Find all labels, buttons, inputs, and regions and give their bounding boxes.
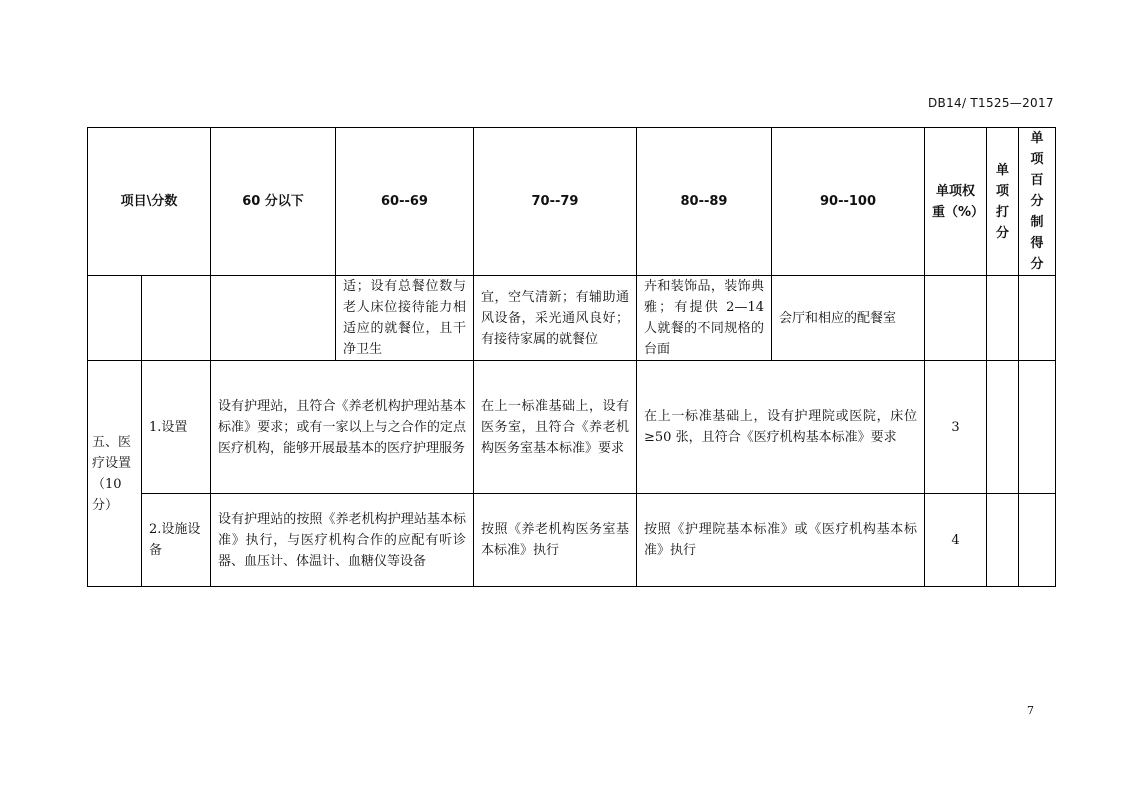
table-row [88, 361, 1056, 494]
row-mid-standard: 在上一标准基础上，设有医务室，且符合《养老机构医务室基本标准》要求 [474, 361, 637, 494]
row-percent-cell [1019, 361, 1056, 494]
header-90-100: 90--100 [772, 128, 925, 276]
cont-percent [1019, 276, 1056, 361]
header-60-69: 60--69 [336, 128, 474, 276]
header-percent-score: 单项百分制得分 [1019, 128, 1056, 276]
cont-70-79: 宜，空气清新；有辅助通风设备，采光通风良好；有接待家属的就餐位 [474, 276, 637, 361]
header-70-79: 70--79 [474, 128, 637, 276]
row-item: 1.设置 [142, 361, 211, 494]
table-row [88, 494, 1056, 587]
row-basic-standard: 设有护理站的按照《养老机构护理站基本标准》执行，与医疗机构合作的应配有听诊器、血压计、体温计、血糖仪等设备 [211, 494, 474, 587]
header-item-score: 项目\分数 [88, 128, 211, 276]
scoring-table [87, 127, 1056, 587]
row-high-standard: 按照《护理院基本标准》或《医疗机构基本标准》执行 [637, 494, 925, 587]
row-mid-standard: 按照《养老机构医务室基本标准》执行 [474, 494, 637, 587]
row-percent-cell [1019, 494, 1056, 587]
cont-empty-1 [88, 276, 142, 361]
row-score-cell [987, 494, 1019, 587]
row-weight: 4 [925, 494, 987, 587]
cont-score [987, 276, 1019, 361]
cont-weight [925, 276, 987, 361]
row-item: 2.设施设备 [142, 494, 211, 587]
cont-80-89: 卉和装饰品，装饰典雅；有提供 2—14 人就餐的不同规格的台面 [637, 276, 772, 361]
page-number: 7 [1027, 704, 1034, 717]
cont-90-100: 会厅和相应的配餐室 [772, 276, 925, 361]
document-code: DB14/ T1525—2017 [928, 96, 1054, 110]
section-name: 五、医疗设置（10分） [88, 361, 142, 587]
row-basic-standard: 设有护理站，且符合《养老机构护理站基本标准》要求；或有一家以上与之合作的定点医疗机构，能够开展最基本的医疗护理服务 [211, 361, 474, 494]
cont-60-69: 适；设有总餐位数与老人床位接待能力相适应的就餐位，且干净卫生 [336, 276, 474, 361]
row-high-standard: 在上一标准基础上，设有护理院或医院，床位≥50 张，且符合《医疗机构基本标准》要求 [637, 361, 925, 494]
cont-empty-2 [142, 276, 211, 361]
header-weight: 单项权重（%） [925, 128, 987, 276]
header-below-60: 60 分以下 [211, 128, 336, 276]
row-score-cell [987, 361, 1019, 494]
header-item-score-given: 单项打分 [987, 128, 1019, 276]
header-row [88, 128, 1056, 276]
cont-empty-3 [211, 276, 336, 361]
continuation-row [88, 276, 1056, 361]
row-weight: 3 [925, 361, 987, 494]
header-80-89: 80--89 [637, 128, 772, 276]
